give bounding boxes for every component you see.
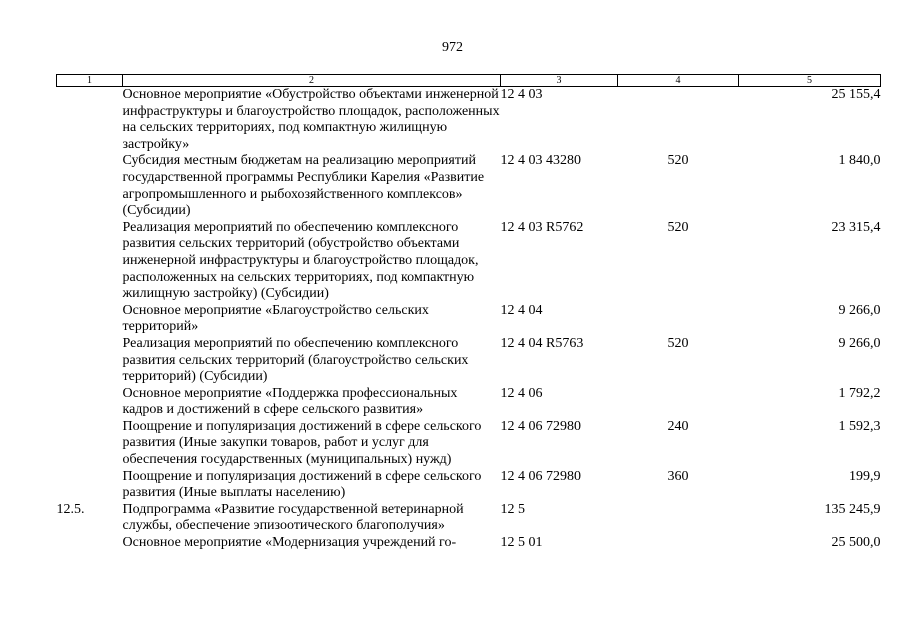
row-name: Основное мероприятие «Модернизация учреждений го- bbox=[122, 535, 457, 551]
table-row bbox=[57, 419, 881, 469]
column-header: 3 bbox=[501, 75, 618, 87]
row-code: 12 4 06 bbox=[500, 385, 543, 401]
row-amount: 1 592,3 bbox=[838, 418, 881, 434]
row-code: 12 4 06 72980 bbox=[500, 418, 581, 434]
table-row bbox=[57, 303, 881, 336]
row-number bbox=[57, 153, 123, 219]
row-expense-type bbox=[618, 303, 739, 336]
row-code: 12 4 04 bbox=[500, 302, 543, 318]
budget-table bbox=[56, 74, 881, 552]
row-expense-type bbox=[618, 386, 739, 419]
row-expense-type bbox=[618, 87, 739, 154]
row-amount: 25 155,4 bbox=[831, 87, 881, 102]
row-expense-type: 520 bbox=[667, 153, 689, 169]
row-name: Основное мероприятие «Поддержка профессиональных кадров и достижений в сфере сельского развития» bbox=[122, 385, 458, 418]
column-header: 2 bbox=[123, 75, 501, 87]
row-expense-type: 520 bbox=[667, 335, 689, 351]
row-name: Субсидия местным бюджетам на реализацию мероприятий государственной программы Республики Карелия «Развитие агропромышленного и рыбохозяйственного комплексов» (Субсидии) bbox=[122, 153, 485, 219]
row-name: Подпрограмма «Развитие государственной ветеринарной службы, обеспечение эпизоотического благополучия» bbox=[122, 501, 464, 534]
table-row bbox=[57, 469, 881, 502]
row-amount: 9 266,0 bbox=[838, 302, 881, 318]
row-code: 12 4 06 72980 bbox=[500, 468, 581, 484]
row-name: Основное мероприятие «Обустройство объектами инженерной инфраструктуры и благоустройство площадок, расположенных на сельских территориях, под компактную жилищную застройку» bbox=[122, 87, 500, 152]
column-header: 1 bbox=[57, 75, 123, 87]
table-row bbox=[57, 87, 881, 154]
row-amount: 1 840,0 bbox=[838, 153, 881, 169]
table-row bbox=[57, 220, 881, 303]
table-row bbox=[57, 502, 881, 535]
row-code: 12 4 04 R5763 bbox=[500, 335, 584, 351]
row-amount: 25 500,0 bbox=[831, 535, 881, 551]
row-expense-type: 520 bbox=[667, 219, 689, 235]
row-number bbox=[57, 535, 123, 552]
row-amount: 199,9 bbox=[849, 468, 881, 484]
table-row bbox=[57, 336, 881, 386]
page-number: 972 bbox=[442, 40, 463, 55]
row-number bbox=[57, 87, 123, 154]
row-number: 12.5. bbox=[56, 501, 85, 517]
column-header: 4 bbox=[618, 75, 739, 87]
row-amount: 135 245,9 bbox=[824, 501, 881, 517]
row-name: Основное мероприятие «Благоустройство сельских территорий» bbox=[122, 302, 429, 335]
row-code: 12 4 03 43280 bbox=[500, 153, 581, 169]
row-code: 12 5 bbox=[500, 501, 525, 517]
row-amount: 1 792,2 bbox=[838, 385, 881, 401]
row-expense-type bbox=[618, 535, 739, 552]
row-number bbox=[57, 419, 123, 469]
row-name: Реализация мероприятий по обеспечению комплексного развития сельских территорий (обустройство объектами инженерной инфраструктуры и благоустройство площадок, расположенных на сельских территориях, под компактную жилищную застройку) (Субсидии) bbox=[122, 219, 479, 302]
table-header-row bbox=[57, 75, 881, 87]
row-amount: 9 266,0 bbox=[838, 335, 881, 351]
row-expense-type: 360 bbox=[667, 468, 689, 484]
row-expense-type: 240 bbox=[667, 418, 689, 434]
row-amount: 23 315,4 bbox=[831, 219, 881, 235]
row-name: Поощрение и популяризация достижений в сфере сельского развития (Иные закупки товаров, работ и услуг для обеспечения государственных (муниципальных) нужд) bbox=[122, 418, 482, 468]
row-number bbox=[57, 303, 123, 336]
row-number bbox=[57, 469, 123, 502]
row-number bbox=[57, 336, 123, 386]
row-name: Реализация мероприятий по обеспечению комплексного развития сельских территорий (благоустройство сельских территорий) (Субсидии) bbox=[122, 335, 469, 385]
row-number bbox=[57, 220, 123, 303]
row-expense-type bbox=[618, 502, 739, 535]
row-number bbox=[57, 386, 123, 419]
row-code: 12 4 03 R5762 bbox=[500, 219, 584, 235]
row-name: Поощрение и популяризация достижений в сфере сельского развития (Иные выплаты населению) bbox=[122, 468, 482, 501]
column-header: 5 bbox=[739, 75, 881, 87]
table-row bbox=[57, 386, 881, 419]
table-row bbox=[57, 153, 881, 219]
table-row bbox=[57, 535, 881, 552]
table-body bbox=[57, 87, 881, 552]
row-code: 12 4 03 bbox=[500, 87, 543, 102]
row-code: 12 5 01 bbox=[500, 535, 543, 551]
